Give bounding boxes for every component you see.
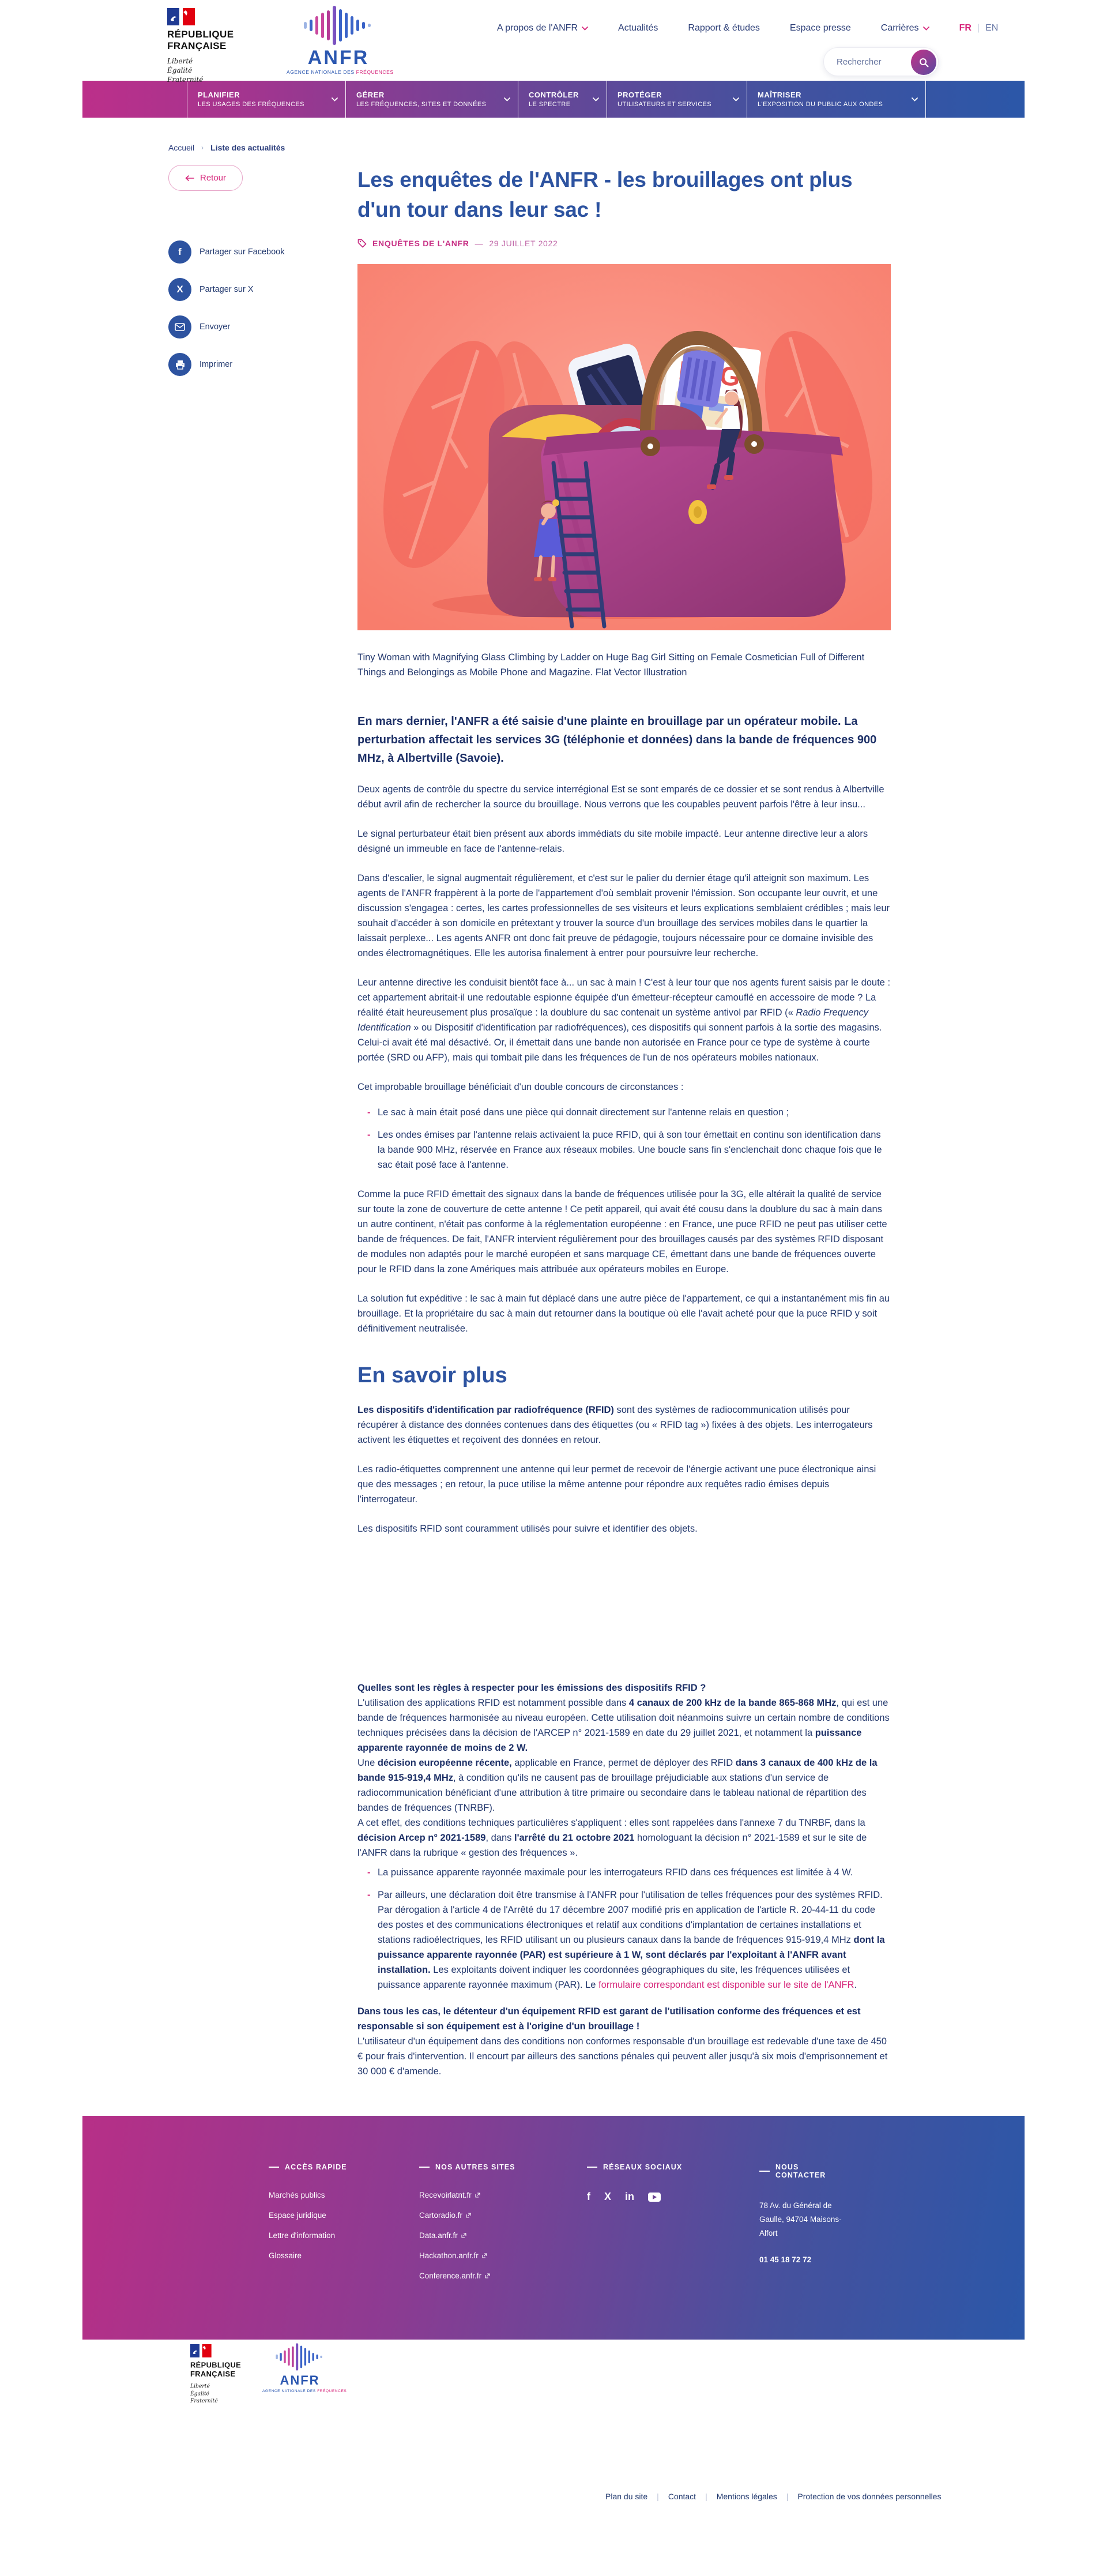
- anfr-soundwave-icon: [275, 2343, 325, 2371]
- footer-column-title: RÉSEAUX SOCIAUX: [587, 2163, 714, 2171]
- bottom-link-plan-du-site[interactable]: Plan du site: [605, 2492, 648, 2501]
- footer-link-cartoradio[interactable]: Cartoradio.fr: [419, 2211, 546, 2220]
- rf-motto-3: Fraternité: [167, 76, 204, 84]
- list-item: - Par ailleurs, une déclaration doit être transmise à l'ANFR pour l'utilisation de telles fréquences pour des systèmes RFID. Par dérogation à l'article 4 de l'Arrêté du 17 décembre 2007 modifié pris en application de l'article R. 20-44-11 du code des postes et des communications électroniques et relatif aux conditions d'implantation de certaines installations et stations radioélectriques, les RFID utilisant un ou plusieurs canaux dans la bande de fréquences 915-919,4 MHz dont la puissance apparente rayonnée (PAR) est supérieure à 1 W, sont déclarés par l'exploitant à l'ANFR avant installation. Les exploitants doivent indiquer les coordonnées géographiques du site, les fréquences utilisées et puissance apparente rayonnée maximum (PAR). Le formulaire correspondant est disponible sur le site de l'ANFR.: [378, 1887, 891, 1992]
- footer-link-hackathon[interactable]: Hackathon.anfr.fr: [419, 2251, 546, 2260]
- lang-en[interactable]: EN: [985, 23, 999, 33]
- top-nav-actualites[interactable]: Actualités: [618, 23, 658, 33]
- list-item: - Le sac à main était posé dans une pièce qui donnait directement sur l'antenne relais en question ;: [378, 1105, 891, 1120]
- comb: [676, 348, 726, 408]
- hero-illustration: [357, 264, 891, 630]
- footer-link-recevoirlatnt[interactable]: Recevoirlatnt.fr: [419, 2191, 546, 2199]
- print-button[interactable]: Imprimer: [168, 353, 312, 376]
- rules-question: Quelles sont les règles à respecter pour les émissions des dispositifs RFID ?: [357, 1683, 706, 1693]
- search-icon: [919, 58, 929, 67]
- envelope-icon: [168, 315, 191, 339]
- bottom-link-separator: |: [657, 2492, 659, 2501]
- top-nav-rapports[interactable]: Rapport & études: [688, 23, 760, 33]
- youtube-icon[interactable]: [648, 2193, 661, 2202]
- bottom-link-mentions-legales[interactable]: Mentions légales: [716, 2492, 777, 2501]
- article-paragraph: Dans d'escalier, le signal augmentait régulièrement, et c'est sur le palier du dernier étage qu'il atteignit son maximum. Les agents de l'ANFR frappèrent à la porte de l'appartement d'où semblait provenir l'émission. Son occupante leur ouvrit, et une discussion s'engagea : certes, les cartes professionnelles de ses visiteurs et leurs explications semblaient crédibles ; mais leur souhait d'accéder à son domicile en prétextant y trouver la source d'un brouillage des services mobiles dans le quartier la laissait perplexe... Les agents ANFR ont donc fait preuve de pédagogie, toujours nécessaire pour ce domaine invisible des ondes électromagnétiques. Elle les autorisa finalement à entrer pour poursuivre leur recherche.: [357, 873, 890, 958]
- breadcrumb: [168, 143, 1107, 152]
- footer-other-sites: [419, 2163, 546, 2280]
- footer-link-conference[interactable]: Conference.anfr.fr: [419, 2272, 546, 2280]
- footer-link-espace-juridique[interactable]: Espace juridique: [269, 2211, 326, 2220]
- article-paragraph: Les radio-étiquettes comprennent une antenne qui leur permet de recevoir de l'énergie activant une puce électronique ainsi que des messages ; en retour, la puce utilise la même antenne pour répondre aux requêtes radio émises depuis l'interrogateur.: [357, 1464, 876, 1505]
- external-link-icon: [475, 2193, 480, 2198]
- chevron-down-icon: [504, 97, 510, 101]
- share-facebook-button[interactable]: f Partager sur Facebook: [168, 240, 312, 264]
- nav-item-controler[interactable]: CONTRÔLER LE SPECTRE: [518, 81, 607, 118]
- rules-paragraph: Une décision européenne récente, applicable en France, permet de déployer des RFID dans 3 canaux de 400 kHz de la bande 915-919,4 MHz, à condition qu'ils ne causent pas de brouillage préjudiciable aux stations d'un service de radiocommunication bénéficiant d'une attribution à titre primaire ou secondaire dans le tableau national de répartition des bandes de fréquences (TNRBF).: [357, 1758, 878, 1813]
- article-paragraph: Leur antenne directive les conduisit bientôt face à... un sac à main ! C'est à leur tour que nos agents furent saisis par le doute : cet appartement abritait-il une redoutable espionne équipée d'un émetteur-récepteur camouflé en accessoire de mode ? La réalité était heureusement plus prosaïque : la doublure du sac contenait un système antivol par RFID (« Radio Frequency Identification » ou Dispositif d'identification par radiofréquences), ces dispositifs qui sonnent parfois à la sortie des magasins. Celui-ci avait été mal désactivé. Or, il émettait dans une bande non autorisée en France pour ce type de système à courte portée (SRD ou AFP), mais qui tombait pile dans les fréquences de l'un de nos opérateurs mobiles nationaux.: [357, 977, 891, 1063]
- top-nav-carrieres[interactable]: Carrières: [881, 23, 929, 33]
- hero-caption: Tiny Woman with Magnifying Glass Climbing by Ladder on Huge Bag Girl Sitting on Female Cosmetician Full of Different Things and Belongings as Mobile Phone and Magazine. Flat Vector Illustration: [357, 652, 865, 678]
- x-icon[interactable]: X: [604, 2191, 612, 2202]
- footer-column-title: NOUS CONTACTER: [759, 2163, 852, 2179]
- rules-paragraph: L'utilisation des applications RFID est notamment possible dans 4 canaux de 200 kHz de la bande 865-868 MHz, qui est une bande de fréquences harmonisée au niveau européen. Cette utilisation doit néanmoins suivre un certain nombre de conditions techniques précisées dans la décision de l'ARCEP n° 2021-1589 en date du 29 juillet 2021, et notamment la puissance apparente rayonnée de moins de 2 W.: [357, 1698, 890, 1753]
- breadcrumb-current: Liste des actualités: [210, 143, 285, 152]
- x-icon: X: [168, 278, 191, 301]
- contact-address: 78 Av. du Général de Gaulle, 94704 Maisons-Alfort: [759, 2201, 842, 2237]
- main-nav-spacer: [82, 81, 187, 118]
- rf-line1: RÉPUBLIQUE: [167, 29, 234, 40]
- lang-separator: |: [977, 23, 980, 33]
- page-title: Les enquêtes de l'ANFR - les brouillages ont plus d'un tour dans leur sac !: [357, 168, 853, 221]
- top-nav-about[interactable]: A propos de l'ANFR: [497, 23, 588, 33]
- main-nav-spacer: [926, 81, 1025, 118]
- footer-column-title: NOS AUTRES SITES: [419, 2163, 546, 2171]
- top-nav-presse[interactable]: Espace presse: [789, 23, 851, 33]
- nav-item-maitriser[interactable]: MAÎTRISER L'EXPOSITION DU PUBLIC AUX ONDES: [747, 81, 926, 118]
- top-nav: [497, 23, 998, 33]
- external-link-icon: [466, 2213, 471, 2218]
- bottom-link-contact[interactable]: Contact: [668, 2492, 696, 2501]
- rfid-rules-section: [357, 1680, 891, 2079]
- meta-separator: —: [475, 239, 484, 248]
- anfr-logo[interactable]: ANFR AGENCE NATIONALE DES FRÉQUENCES: [262, 2343, 337, 2393]
- left-rail: [168, 165, 312, 2079]
- breadcrumb-separator: ›: [201, 144, 204, 152]
- facebook-icon: f: [168, 240, 191, 264]
- footer-column-title: ACCÈS RAPIDE: [269, 2163, 384, 2171]
- footer-link-marches-publics[interactable]: Marchés publics: [269, 2191, 325, 2199]
- main-nav: [82, 81, 1025, 118]
- site-header: [0, 0, 1107, 84]
- footer-link-lettre-information[interactable]: Lettre d'information: [269, 2231, 336, 2240]
- circumstances-list: [357, 1105, 891, 1172]
- republique-francaise-logo: RÉPUBLIQUE FRANÇAISE Liberté Égalité Fraternité: [190, 2344, 270, 2405]
- footer-link-data-anfr[interactable]: Data.anfr.fr: [419, 2231, 546, 2240]
- rf-line2: FRANÇAISE: [167, 40, 227, 51]
- tag-icon: [357, 239, 367, 248]
- list-item: - La puissance apparente rayonnée maximale pour les interrogateurs RFID dans ces fréquences est limitée à 4 W.: [378, 1865, 891, 1880]
- rules-paragraph: L'utilisateur d'un équipement dans des conditions non conformes responsable d'un brouillage est redevable d'une taxe de 450 € pour frais d'intervention. Il encourt par ailleurs des sanctions pénales qui peuvent aller jusqu'à six mois d'emprisonnement et 30 000 € d'amende.: [357, 2036, 888, 2077]
- anfr-sub-pink: FRÉQUENCES: [356, 69, 394, 75]
- chevron-down-icon: [912, 97, 918, 101]
- breadcrumb-home[interactable]: Accueil: [168, 143, 195, 152]
- share-email-button[interactable]: Envoyer: [168, 315, 312, 339]
- external-link-icon: [482, 2253, 487, 2258]
- hero-image: [357, 264, 891, 630]
- lang-fr[interactable]: FR: [959, 23, 972, 33]
- bottom-links: [605, 2492, 941, 2501]
- facebook-icon[interactable]: f: [587, 2191, 590, 2202]
- anfr-soundwave-icon: [303, 6, 374, 45]
- external-link-icon: [461, 2233, 466, 2238]
- printer-icon: [168, 353, 191, 376]
- french-flag-icon: [167, 8, 195, 25]
- bottom-link-separator: |: [786, 2492, 789, 2501]
- article-paragraph: Deux agents de contrôle du spectre du service interrégional Est se sont emparés de ce dossier et se sont rendus à Albertville début avril afin de rechercher la source du brouillage. Nous verrons que les coupables peuvent parfois l'être à leur insu...: [357, 784, 884, 810]
- search-button[interactable]: [911, 50, 936, 75]
- rules-warning: Dans tous les cas, le détenteur d'un équipement RFID est garant de l'utilisation conforme des fréquences et est responsable si son équipement est à l'origine d'un brouillage !: [357, 2006, 861, 2032]
- republique-francaise-logo: [167, 8, 254, 84]
- chevron-down-icon: [332, 97, 338, 101]
- nav-item-proteger[interactable]: PROTÉGER UTILISATEURS ET SERVICES: [607, 81, 747, 118]
- nav-item-planifier[interactable]: PLANIFIER LES USAGES DES FRÉQUENCES: [187, 81, 346, 118]
- linkedin-icon[interactable]: in: [625, 2191, 635, 2202]
- rules-list: [357, 1865, 891, 1992]
- anfr-sub-blue: AGENCE NATIONALE DES: [287, 69, 356, 75]
- bottom-bar: [0, 2340, 1107, 2564]
- publish-date: 29 JUILLET 2022: [489, 239, 558, 248]
- inline-link[interactable]: formulaire correspondant est disponible sur le site de l'ANFR: [598, 1980, 854, 1990]
- footer-social: [587, 2163, 714, 2203]
- search-box: [823, 47, 939, 76]
- footer-contact: [759, 2163, 852, 2264]
- page-body: [0, 165, 1107, 2079]
- article-paragraph: La solution fut expéditive : le sac à main fut déplacé dans une autre pièce de l'appartement, ce qui a instantanément mis fin au brouillage. Et la propriétaire du sac à main dut retourner dans la boutique où elle l'avait acheté pour que la puce RFID y soit définitivement neutralisée.: [357, 1293, 890, 1334]
- chevron-down-icon: [593, 97, 599, 101]
- article-meta: [357, 239, 891, 248]
- back-button[interactable]: Retour: [168, 165, 243, 191]
- left-arrow-icon: [185, 175, 194, 181]
- french-flag-icon: [190, 2344, 212, 2357]
- article-paragraph: Cet improbable brouillage bénéficiait d'un double concours de circonstances :: [357, 1082, 684, 1092]
- rules-paragraph: A cet effet, des conditions techniques particulières s'appliquent : elles sont rappelées dans l'annexe 7 du TNRBF, dans la décision Arcep n° 2021-1589, dans l'arrêté du 21 octobre 2021 homologuant la décision n° 2021-1589 et sur le site de l'ANFR dans la rubrique « gestion des fréquences ».: [357, 1818, 867, 1858]
- article-paragraph: Comme la puce RFID émettait des signaux dans la bande de fréquences utilisée pour la 3G, elle altérait la qualité de service sur toute la zone de couverture de cette antenne ! Ce petit appareil, qui avait été cousu dans la doublure du sac à main dans un autre continent, n'était pas conforme à la réglementation européenne : en France, une puce RFID ne peut pas utiliser cette bande de fréquences. De fait, l'ANFR intervient régulièrement pour des brouillages causés par des systèmes RFID disposant de modules non adaptés pour le marché européen et sans marquage CE, émettant dans une bande de fréquences ouverte pour le RFID dans la zone Amériques mais attribuée aux opérateurs mobiles en Europe.: [357, 1189, 887, 1274]
- nav-item-gerer[interactable]: GÉRER LES FRÉQUENCES, SITES ET DONNÉES: [346, 81, 518, 118]
- share-list: [168, 240, 312, 376]
- category-tag[interactable]: ENQUÊTES DE L'ANFR: [372, 239, 469, 248]
- external-link-icon: [485, 2273, 490, 2278]
- article-intro: En mars dernier, l'ANFR a été saisie d'une plainte en brouillage par un opérateur mobile. La perturbation affectait les services 3G (téléphonie et données) dans la bande de fréquences 900 MHz, à Albertville (Savoie).: [357, 715, 877, 765]
- search-input[interactable]: [837, 57, 900, 67]
- language-switcher: [959, 23, 999, 33]
- share-x-button[interactable]: X Partager sur X: [168, 278, 312, 301]
- list-item: - Les ondes émises par l'antenne relais activaient la puce RFID, qui à son tour émettait en continu son identification dans la bande 900 MHz, réservée en France aux réseaux mobiles. Une boucle sans fin s'enclenchait donc chaque fois que le sac était posé face à l'antenne.: [378, 1127, 891, 1172]
- chevron-down-icon: [582, 27, 588, 31]
- footer-link-glossaire[interactable]: Glossaire: [269, 2251, 302, 2260]
- bottom-link-separator: |: [705, 2492, 707, 2501]
- article-paragraph: Les dispositifs RFID sont couramment utilisés pour suivre et identifier des objets.: [357, 1524, 698, 1534]
- rf-motto-1: Liberté: [167, 57, 193, 65]
- article-paragraph: Le signal perturbateur était bien présent aux abords immédiats du site mobile impacté. Leur antenne directive leur a alors désigné un immeuble en face de l'antenne-relais.: [357, 829, 868, 854]
- section-title-en-savoir-plus: En savoir plus: [357, 1363, 507, 1387]
- article-paragraph: Les dispositifs d'identification par radiofréquence (RFID) sont des systèmes de radiocommunication utilisés pour récupérer à distance des données contenues dans des étiquettes (ou « RFID tag ») fixées à des objets. Les interrogateurs activent les étiquettes et reçoivent des données en retour.: [357, 1405, 873, 1445]
- rf-motto-2: Égalité: [167, 66, 193, 74]
- bottom-link-donnees-personnelles[interactable]: Protection de vos données personnelles: [797, 2492, 942, 2501]
- footer-quick-access: [269, 2163, 384, 2260]
- chevron-down-icon: [923, 27, 929, 31]
- chevron-down-icon: [733, 97, 739, 101]
- site-footer: [82, 2116, 1025, 2340]
- anfr-wordmark: ANFR: [307, 47, 370, 69]
- anfr-logo[interactable]: [287, 6, 394, 75]
- contact-phone[interactable]: 01 45 18 72 72: [759, 2255, 812, 2264]
- article: [357, 165, 891, 2079]
